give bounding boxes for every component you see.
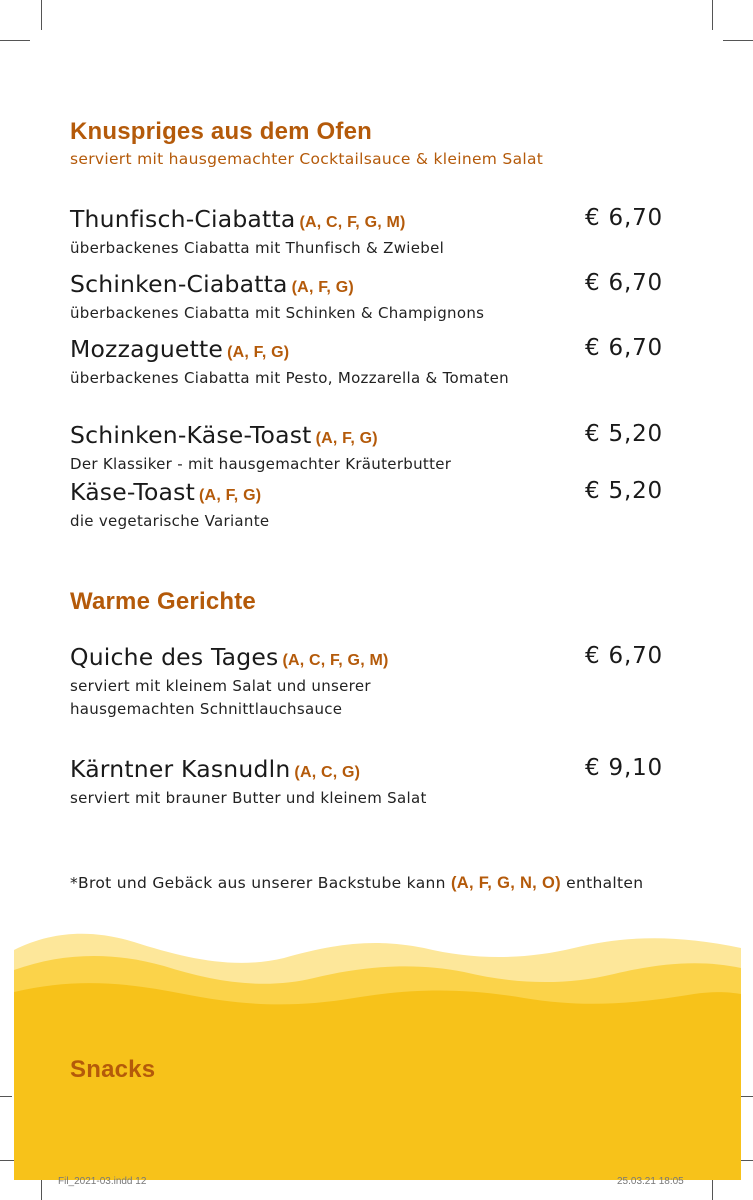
menu-item — [70, 270, 670, 330]
menu-item — [70, 421, 670, 481]
item-price: € 6,70 — [585, 335, 663, 361]
crop-mark — [0, 1096, 12, 1097]
footnote — [70, 874, 643, 893]
footnote-allergens: (A, F, G, N, O) — [450, 874, 561, 892]
item-name-line — [70, 270, 354, 298]
item-name: Schinken-Käse-Toast — [70, 421, 312, 449]
item-allergens: (A, C, F, G, M) — [282, 652, 389, 669]
item-price: € 6,70 — [585, 205, 663, 231]
item-name-line — [70, 755, 360, 783]
section-subtitle-oven: serviert mit hausgemachter Cocktailsauce & kleinem Salat — [70, 150, 544, 168]
item-name-line — [70, 643, 389, 671]
crop-mark — [712, 0, 713, 30]
crop-mark — [741, 1096, 753, 1097]
section-title-oven: Knuspriges aus dem Ofen — [70, 118, 372, 145]
item-description: die vegetarische Variante — [70, 512, 270, 530]
item-allergens: (A, F, G) — [315, 430, 378, 447]
item-price: € 6,70 — [585, 270, 663, 296]
yellow-wave-background — [14, 930, 741, 1180]
item-name-line — [70, 335, 289, 363]
item-price: € 5,20 — [585, 421, 663, 447]
menu-item — [70, 205, 670, 265]
crop-mark — [723, 40, 753, 41]
section-title-warm: Warme Gerichte — [70, 588, 256, 615]
item-name: Schinken-Ciabatta — [70, 270, 288, 298]
section-title-snacks: Snacks — [70, 1056, 156, 1083]
menu-item — [70, 643, 670, 723]
item-description: Der Klassiker - mit hausgemachter Kräuterbutter — [70, 455, 452, 473]
item-description: überbackenes Ciabatta mit Schinken & Champignons — [70, 304, 485, 322]
item-name: Mozzaguette — [70, 335, 224, 363]
menu-item — [70, 335, 670, 395]
item-allergens: (A, F, G) — [199, 487, 262, 504]
crop-mark — [41, 0, 42, 30]
item-allergens: (A, F, G) — [227, 344, 290, 361]
footnote-text: *Brot und Gebäck aus unserer Backstube kann — [70, 874, 446, 892]
item-allergens: (A, C, F, G, M) — [299, 214, 406, 231]
item-allergens: (A, C, G) — [294, 764, 361, 781]
item-name-line — [70, 478, 261, 506]
item-name: Kärntner Kasnudln — [70, 755, 291, 783]
item-name: Quiche des Tages — [70, 643, 279, 671]
item-price: € 9,10 — [585, 755, 663, 781]
item-price: € 5,20 — [585, 478, 663, 504]
item-name-line — [70, 205, 406, 233]
item-description: überbackenes Ciabatta mit Thunfisch & Zwiebel — [70, 239, 445, 257]
item-description — [70, 675, 371, 721]
item-description-line: serviert mit kleinem Salat und unserer — [70, 677, 371, 695]
item-name-line — [70, 421, 378, 449]
item-description: serviert mit brauner Butter und kleinem Salat — [70, 789, 427, 807]
item-description: überbackenes Ciabatta mit Pesto, Mozzarella & Tomaten — [70, 369, 509, 387]
item-name: Käse-Toast — [70, 478, 196, 506]
footnote-suffix: enthalten — [566, 874, 644, 892]
menu-item — [70, 755, 670, 815]
item-name: Thunfisch-Ciabatta — [70, 205, 296, 233]
crop-mark — [0, 40, 30, 41]
slug-date: 25.03.21 18:05 — [617, 1176, 684, 1187]
menu-item — [70, 478, 670, 538]
item-description-line: hausgemachten Schnittlauchsauce — [70, 700, 343, 718]
slug-file: Fil_2021-03.indd 12 — [58, 1176, 147, 1187]
item-price: € 6,70 — [585, 643, 663, 669]
item-allergens: (A, F, G) — [291, 279, 354, 296]
